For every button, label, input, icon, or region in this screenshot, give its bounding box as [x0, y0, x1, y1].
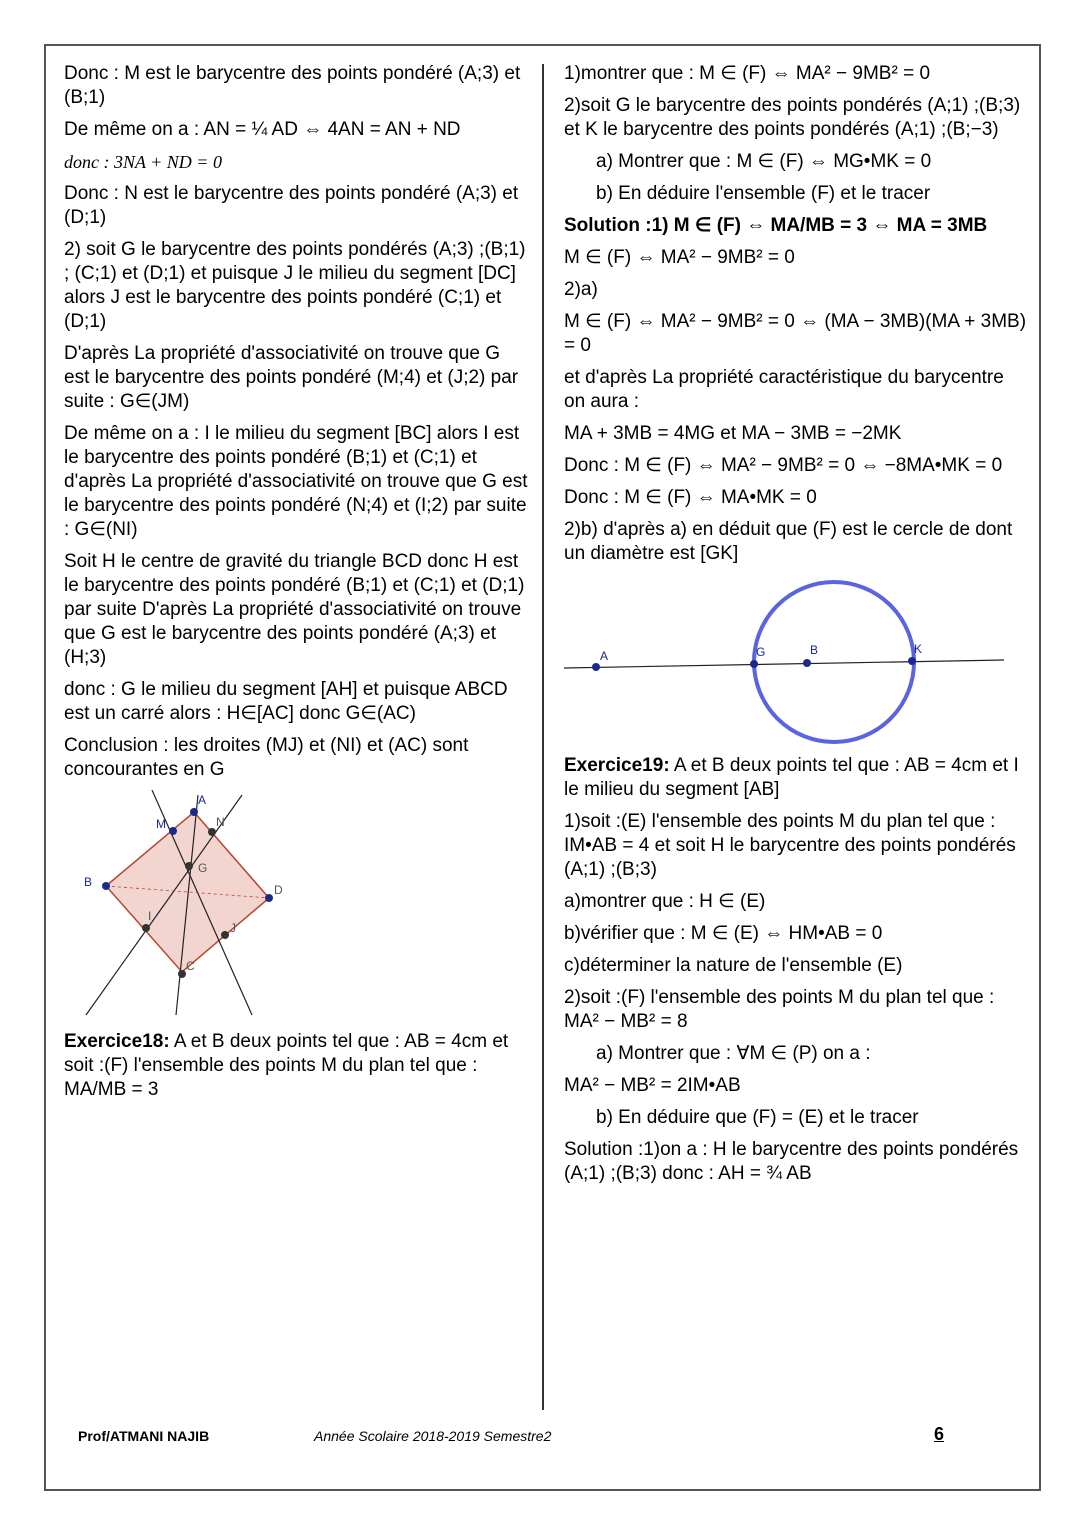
text-line: MA² − MB² = 2IM•AB — [564, 1075, 741, 1096]
line-ak — [564, 660, 1004, 668]
label-k: K — [914, 642, 923, 656]
label-m: M — [156, 817, 166, 831]
text-line: De même on a : AN = ¼ AD ⇔ 4AN = AN + ND — [64, 119, 461, 140]
text-line: Solution :1)on a : H le barycentre des points pondérés (A;1) ;(B;3) donc : AH = ¾ AB — [564, 1139, 1019, 1184]
square-figure — [64, 790, 294, 1020]
square-abcd — [106, 812, 269, 972]
page-number: 6 — [934, 1424, 945, 1444]
point-b — [803, 659, 811, 667]
label-a: A — [600, 649, 609, 663]
text-line: a)montrer que : H ∈ (E) — [564, 891, 766, 912]
label-b: B — [84, 875, 93, 889]
text-line: 2)b) d'après a) en déduit que (F) est le cercle de dont un diamètre est [GK] — [564, 519, 1013, 564]
text-line: 2) soit G le barycentre des points pondérés (A;3) ;(B;1) ; (C;1) et (D;1) et puisque J le milieu du segment [DC] alors J est le barycentre des points pondéré (C;1) et (D;1) — [64, 239, 526, 332]
text-line: donc : G le milieu du segment [AH] et puisque ABCD est un carré alors : H∈[AC] donc G∈(AC) — [64, 679, 508, 724]
label-c: C — [186, 959, 195, 973]
text-line: c)déterminer la nature de l'ensemble (E) — [564, 955, 903, 976]
exercice18-block — [64, 1030, 530, 1102]
exercice18-statement: A et B deux points tel que : AB = 4cm et soit :(F) l'ensemble des points M du plan tel que : MA/MB = 3 — [64, 1031, 509, 1100]
exercice19-title: Exercice19: — [564, 755, 670, 776]
point-c — [178, 970, 186, 978]
text-line: M ∈ (F) ⇔ MA² − 9MB² = 0 — [564, 247, 795, 268]
text-line: donc : 3NA + ND = 0 — [64, 152, 222, 172]
label-b: B — [810, 643, 819, 657]
right-column — [564, 62, 1030, 1194]
text-line: Donc : M est le barycentre des points pondéré (A;3) et (B;1) — [64, 63, 521, 108]
point-m — [169, 827, 177, 835]
footer-year: Année Scolaire 2018-2019 Semestre2 — [314, 1428, 552, 1444]
text-line: b)vérifier que : M ∈ (E) ⇔ HM•AB = 0 — [564, 923, 883, 944]
text-line: a) Montrer que : ∀M ∈ (P) on a : — [596, 1043, 871, 1064]
label-g: G — [198, 861, 208, 875]
exercice18-title: Exercice18: — [64, 1031, 170, 1052]
left-column — [64, 62, 530, 1110]
text-line: 2)soit G le barycentre des points pondérés (A;1) ;(B;3) et K le barycentre des points pondérés (A;1) ;(B;−3) — [564, 95, 1021, 140]
text-line: b) En déduire l'ensemble (F) et le tracer — [596, 183, 931, 204]
text-line: a) Montrer que : M ∈ (F) ⇔ MG•MK = 0 — [596, 151, 932, 172]
label-n: N — [216, 815, 225, 829]
text-line: 2)a) — [564, 279, 598, 300]
point-a — [592, 663, 600, 671]
column-divider — [542, 64, 544, 1410]
text-line: De même on a : I le milieu du segment [BC] alors I est le barycentre des points pondéré (B;1) et (C;1) et d'après La propriété d'associativité on trouve que G est le barycentre des points pondéré (N;4) et (I;2) par suite : G∈(NI) — [64, 423, 528, 540]
point-i — [142, 924, 150, 932]
text-line: 1)soit :(E) l'ensemble des points M du plan tel que : IM•AB = 4 et soit H le barycentre des points pondérés (A;1) ;(B;3) — [564, 811, 1016, 880]
text-line: 2)soit :(F) l'ensemble des points M du plan tel que : MA² − MB² = 8 — [564, 987, 995, 1032]
text-line: Donc : N est le barycentre des points pondéré (A;3) et (D;1) — [64, 183, 519, 228]
text-line: D'après La propriété d'associativité on trouve que G est le barycentre des points pondéré (M;4) et (J;2) par suite : G∈(JM) — [64, 343, 519, 412]
text-line: Soit H le centre de gravité du triangle BCD donc H est le barycentre des points pondéré (B;1) et (C;1) et (D;1) par suite D'après La propriété d'associativité on trouve que G est le barycentre des points pondéré (A;3) et (H;3) — [64, 551, 525, 668]
text-line: et d'après La propriété caractéristique du barycentre on aura : — [564, 367, 1004, 412]
text-line: MA + 3MB = 4MG et MA − 3MB = −2MK — [564, 423, 902, 444]
text-line: A et B deux points tel que : AB = 4cm et I le milieu du segment [AB] — [564, 755, 1019, 800]
footer-author: Prof/ATMANI NAJIB — [78, 1428, 210, 1444]
point-a — [190, 808, 198, 816]
point-j — [221, 931, 229, 939]
label-a: A — [198, 793, 207, 807]
point-d — [265, 894, 273, 902]
label-i: I — [148, 909, 152, 923]
label-d: D — [274, 883, 283, 897]
text-line: Solution :1) M ∈ (F) ⇔ MA/MB = 3 ⇔ MA = 3MB — [564, 215, 988, 236]
exercice19-block — [564, 754, 1030, 802]
text-line: Donc : M ∈ (F) ⇔ MA•MK = 0 — [564, 487, 817, 508]
text-line: 1)montrer que : M ∈ (F) ⇔ MA² − 9MB² = 0 — [564, 63, 931, 84]
point-n — [208, 828, 216, 836]
text-line: Donc : M ∈ (F) ⇔ MA² − 9MB² = 0 ⇔ −8MA•MK = 0 — [564, 455, 1003, 476]
point-k — [908, 657, 916, 665]
point-b — [102, 882, 110, 890]
text-line: M ∈ (F) ⇔ MA² − 9MB² = 0 ⇔ (MA − 3MB)(MA + 3MB) = 0 — [564, 311, 1027, 356]
point-g — [185, 862, 193, 870]
label-j: J — [230, 921, 236, 935]
text-line: b) En déduire que (F) = (E) et le tracer — [596, 1107, 919, 1128]
text-line: Conclusion : les droites (MJ) et (NI) et (AC) sont concourantes en G — [64, 735, 469, 780]
point-g — [750, 660, 758, 668]
circle-figure — [564, 574, 1014, 744]
label-g: G — [756, 645, 766, 659]
